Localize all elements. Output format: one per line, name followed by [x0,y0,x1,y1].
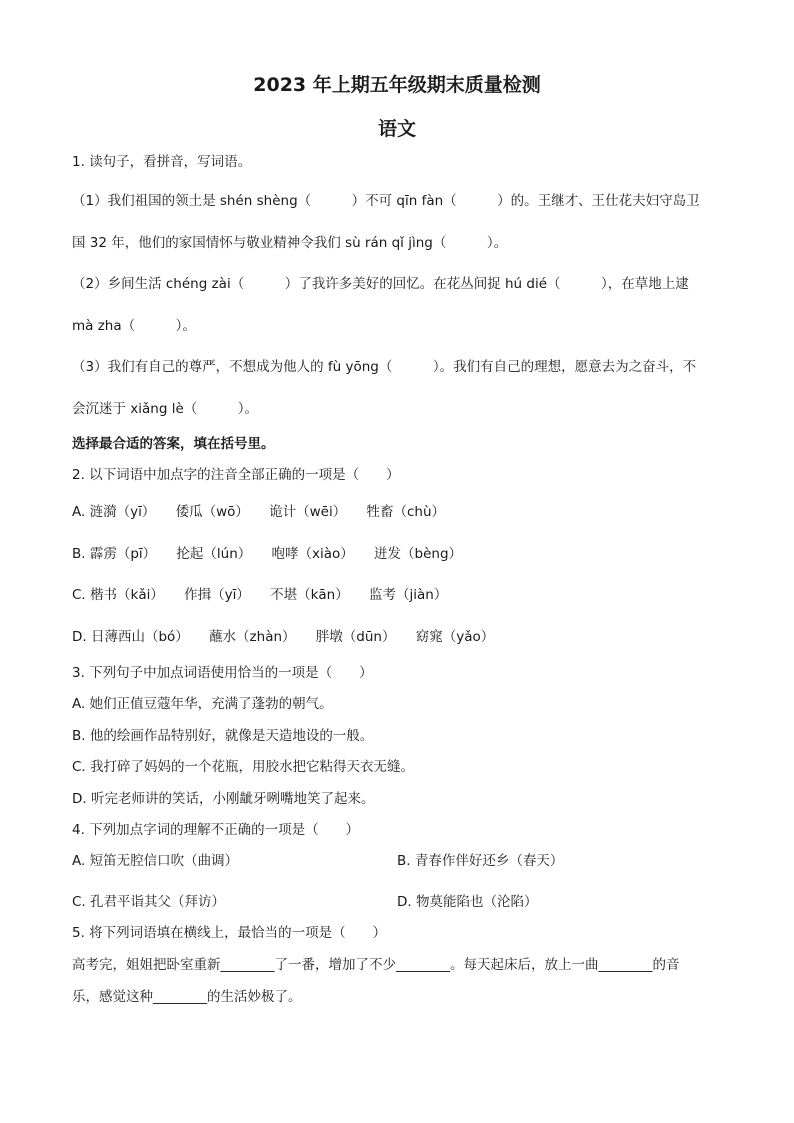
question-5-stem: 5. 将下列词语填在横线上，最恰当的一项是（ ） [72,925,387,941]
page-title: 2023 年上期五年级期末质量检测 [253,74,541,96]
question-3-option-b: B. 他的绘画作品特别好，就像是天造地设的一般。 [72,728,374,744]
question-2-option-c: C. 楷书（kǎi） 作揖（yī） 不堪（kān） 监考（jiàn） [72,587,448,603]
question-2-option-d: D. 日薄西山（bó） 蘸水（zhàn） 胖墩（dūn） 窈窕（yǎo） [72,629,495,645]
question-3-option-d: D. 听完老师讲的笑话，小刚龇牙咧嘴地笑了起来。 [72,791,375,807]
question-2-stem: 2. 以下词语中加点字的注音全部正确的一项是（ ） [72,467,400,483]
question-2-option-a: A. 涟漪（yī） 倭瓜（wō） 诡计（wēi） 牲畜（chù） [72,504,446,520]
question-1-line-2: 国 32 年，他们的家国情怀与敬业精神令我们 sù rán qǐ jìng（ ）。 [72,235,508,251]
question-2-option-b: B. 霹雳（pī） 抡起（lún） 咆哮（xiào） 迸发（bèng） [72,546,463,562]
question-3-stem: 3. 下列句子中加点词语使用恰当的一项是（ ） [72,665,373,681]
question-1-line-6: 会沉迷于 xiǎng lè（ ）。 [72,401,259,417]
question-1-line-3: （2）乡间生活 chéng zài（ ）了我许多美好的回忆。在花丛间捉 hú dié（ ），在草地上逮 [72,276,689,292]
question-4-stem: 4. 下列加点字词的理解不正确的一项是（ ） [72,822,360,838]
question-3-option-c: C. 我打碎了妈妈的一个花瓶，用胶水把它粘得天衣无缝。 [72,759,415,775]
subject-title: 语文 [377,118,416,140]
section-heading: 选择最合适的答案，填在括号里。 [72,436,275,452]
question-4-option-b: B. 青春作伴好还乡（春天） [397,853,564,869]
question-3-option-a: A. 她们正值豆蔻年华，充满了蓬勃的朝气。 [72,696,333,712]
question-1-stem: 1. 读句子，看拼音，写词语。 [72,154,252,170]
question-1-line-5: （3）我们有自己的尊严，不想成为他人的 fù yōng（ ）。我们有自己的理想，愿意去为之奋斗，不 [72,359,697,375]
question-1-line-4: mà zha（ ）。 [72,318,196,334]
question-4-option-a: A. 短笛无腔信口吹（曲调） [72,853,239,869]
question-5-line-1: 高考完，姐姐把卧室重新________了一番，增加了不少________。每天起床后，放上一曲________的音 [72,957,680,973]
question-4-option-c: C. 孔君平诣其父（拜访） [72,894,226,910]
question-1-line-1: （1）我们祖国的领土是 shén shèng（ ）不可 qīn fàn（ ）的。王继才、王仕花夫妇守岛卫 [72,193,700,209]
question-4-option-d: D. 物莫能陷也（沦陷） [397,894,538,910]
question-5-line-2: 乐，感觉这种________的生活妙极了。 [72,989,302,1005]
